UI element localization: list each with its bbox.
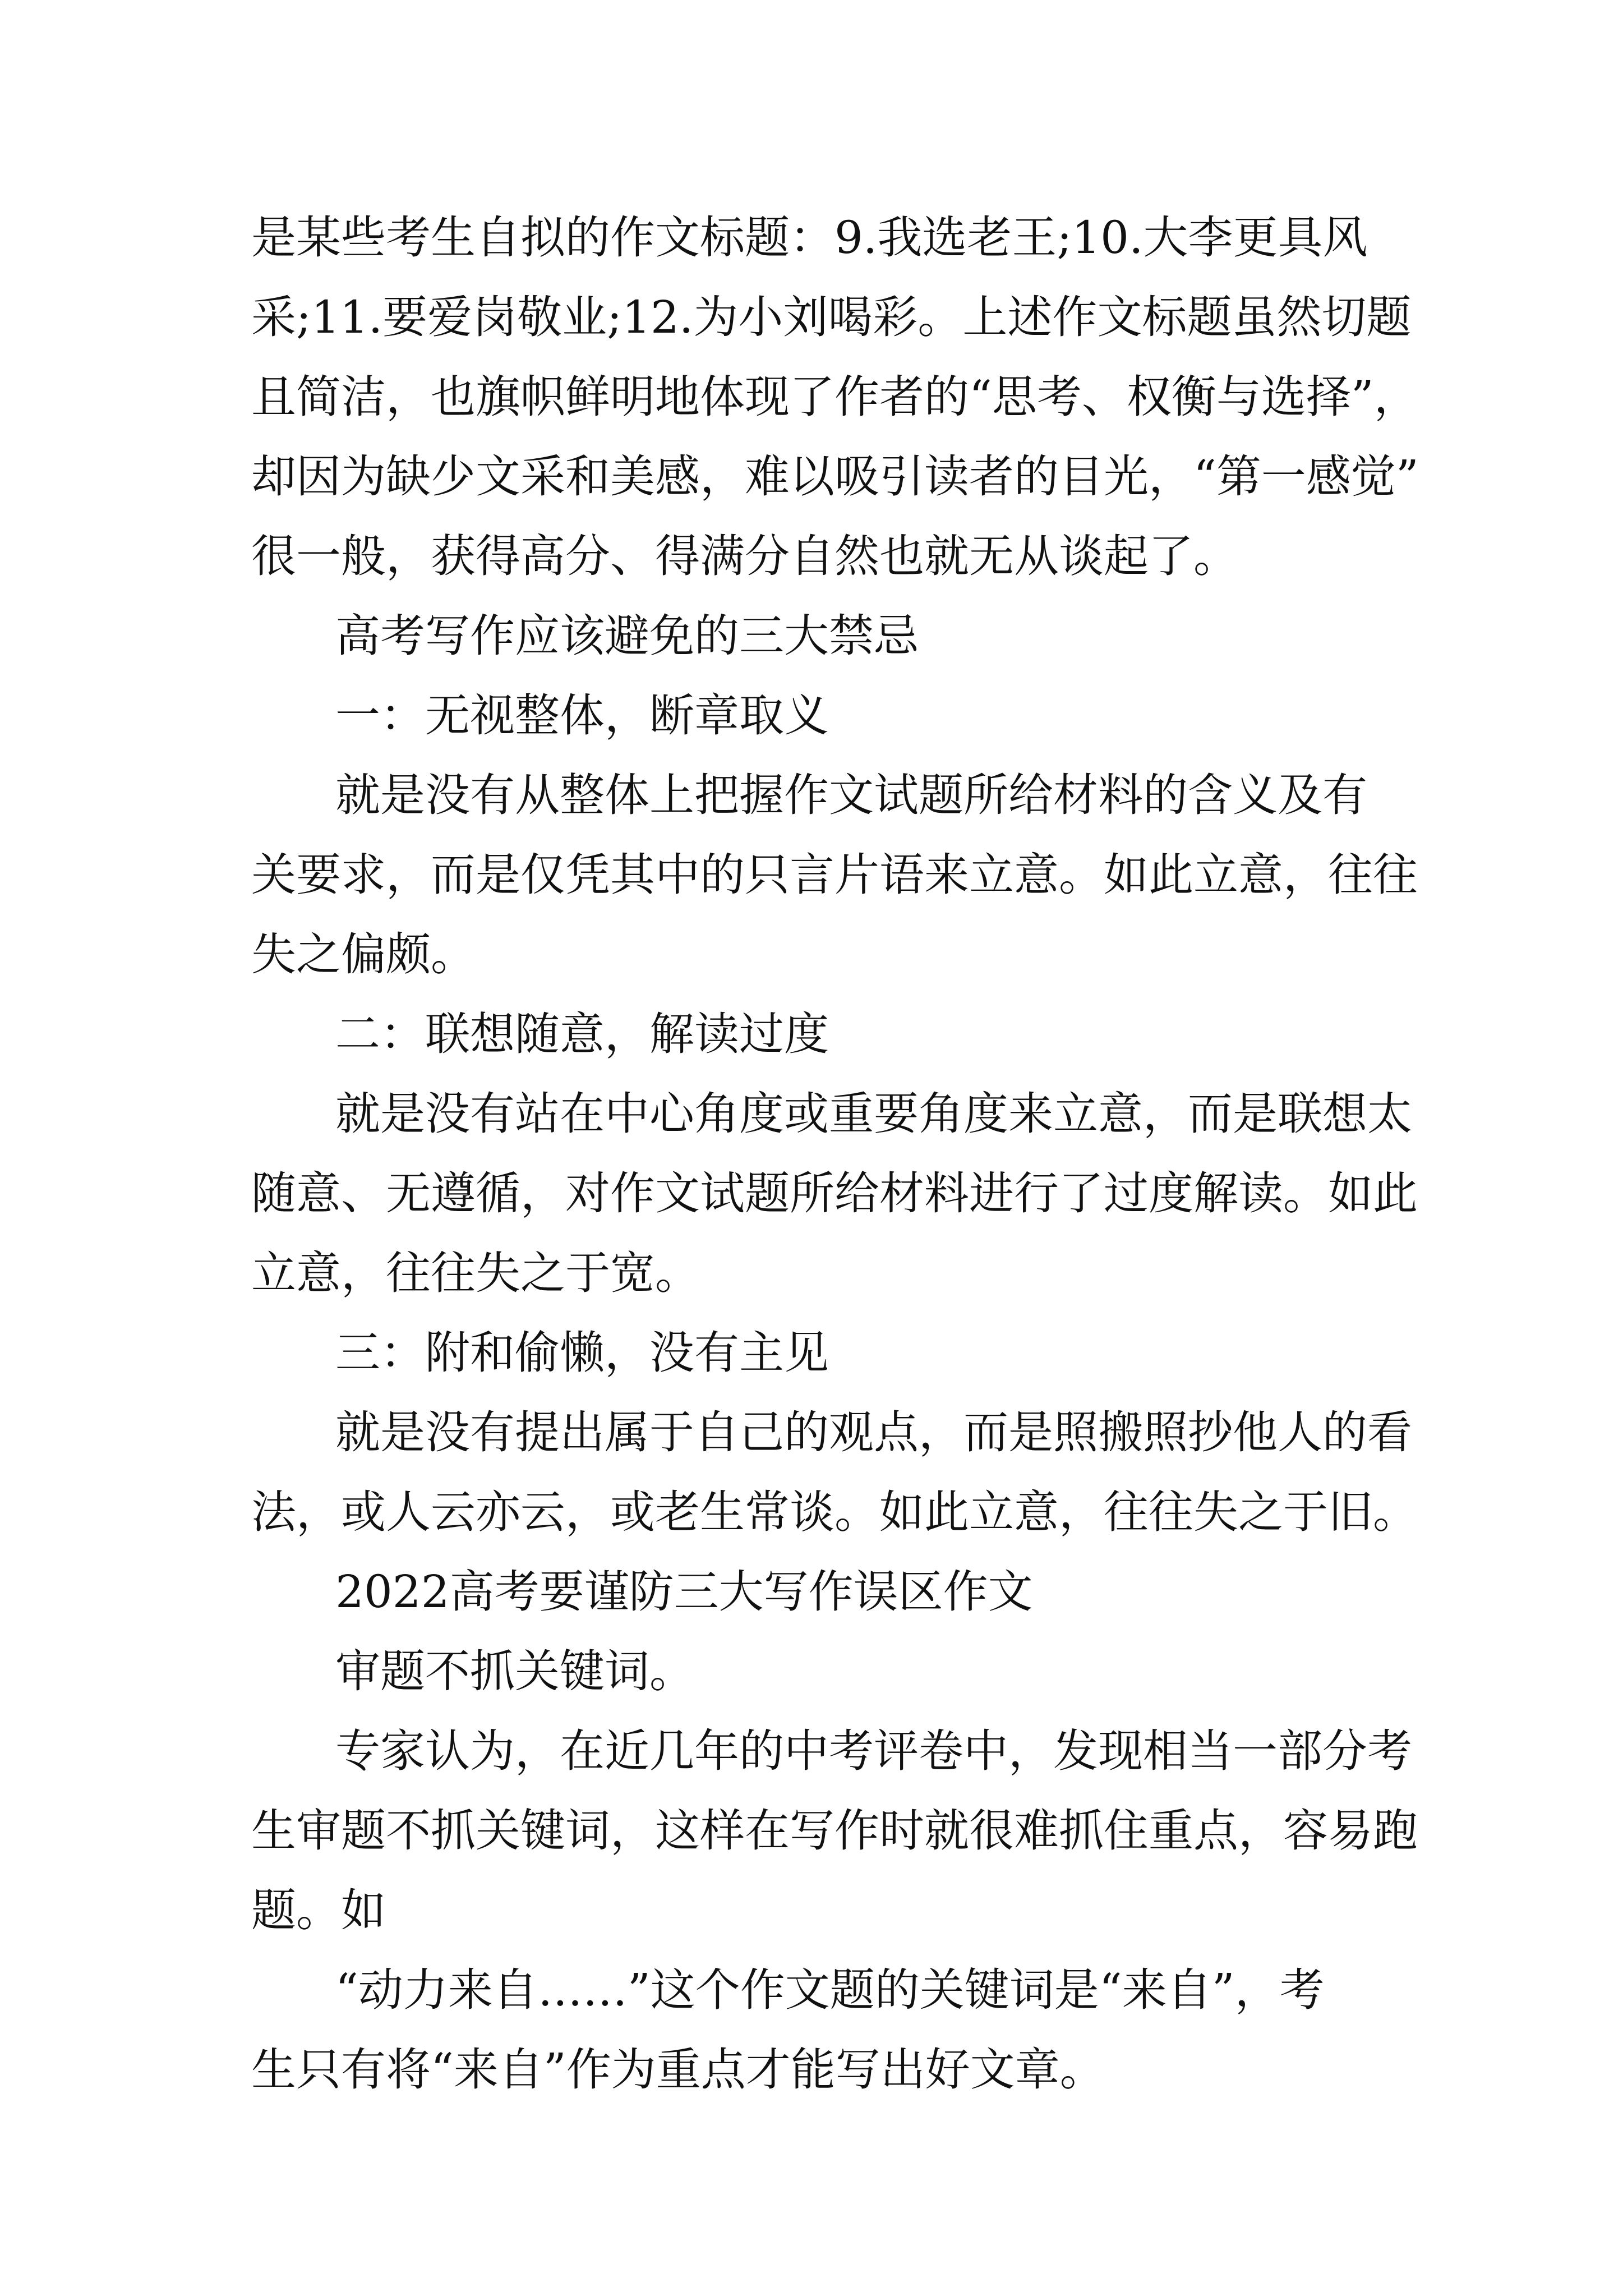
subheading: 一：无视整体，断章取义	[335, 689, 829, 742]
text-line: 采;11.要爱岗敬业;12.为小刘喝彩。上述作文标题虽然切题	[251, 291, 1412, 343]
subheading: 审题不抓关键词。	[335, 1645, 694, 1697]
text-line: 失之偏颇。	[251, 928, 476, 981]
section-heading: 高考写作应该避免的三大禁忌	[335, 610, 919, 662]
text-line: 很一般，获得高分、得满分自然也就无从谈起了。	[251, 530, 1238, 582]
text-line: 立意，往往失之于宽。	[251, 1247, 700, 1299]
text-line: 且简洁，也旗帜鲜明地体现了作者的“思考、权衡与选择”，	[251, 371, 1419, 423]
text-line: 专家认为，在近几年的中考评卷中，发现相当一部分考	[335, 1725, 1412, 1777]
text-line: 就是没有站在中心角度或重要角度来立意，而是联想太	[335, 1088, 1412, 1140]
text-line: 随意、无遵循，对作文试题所给材料进行了过度解读。如此	[251, 1167, 1418, 1220]
text-line: 生只有将“来自”作为重点才能写出好文章。	[251, 2044, 1105, 2096]
text-line: 就是没有提出属于自己的观点，而是照搬照抄他人的看	[335, 1406, 1412, 1458]
text-line: 法，或人云亦云，或老生常谈。如此立意，往往失之于旧。	[251, 1486, 1418, 1538]
text-line: 却因为缺少文采和美感，难以吸引读者的目光，“第一感觉”	[251, 450, 1419, 503]
section-heading: 2022高考要谨防三大写作误区作文	[335, 1566, 1033, 1618]
text-line: “动力来自……”这个作文题的关键词是“来自”，考	[335, 1964, 1325, 2016]
subheading: 三：附和偷懒，没有主见	[335, 1327, 829, 1379]
text-line: 关要求，而是仅凭其中的只言片语来立意。如此立意，往往	[251, 849, 1418, 901]
text-line: 生审题不抓关键词，这样在写作时就很难抓住重点，容易跑	[251, 1805, 1418, 1857]
text-line: 是某些考生自拟的作文标题：9.我选老王;10.大李更具风	[251, 211, 1368, 264]
subheading: 二：联想随意，解读过度	[335, 1008, 829, 1060]
text-line: 题。如	[251, 1884, 386, 1936]
text-line: 就是没有从整体上把握作文试题所给材料的含义及有	[335, 769, 1367, 821]
